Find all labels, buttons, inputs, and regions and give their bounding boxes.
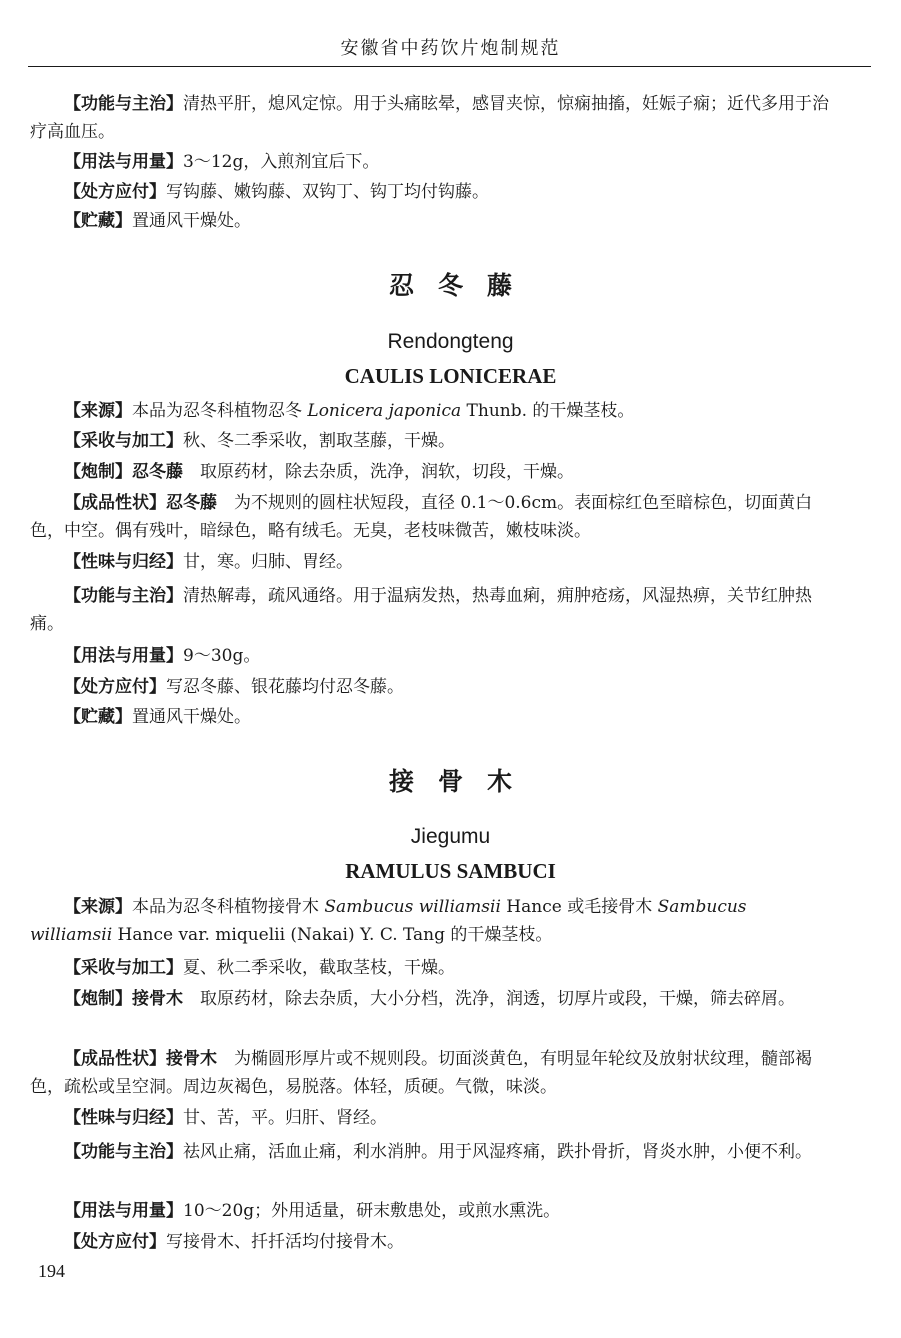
section-text: 秋、冬二季采收，割取茎藤，干燥。 [183,431,455,451]
entry1-function [30,582,830,638]
section-label: 【性味与归经】 [64,552,183,572]
section-text: 本品为忍冬科植物接骨木 [132,897,325,917]
entry-title: 接骨木 [388,767,536,796]
entry1-prescription [30,673,830,701]
section-label: 【功能与主治】 [64,586,183,606]
section-text: 10～20g；外用适量，研末敷患处，或煎水熏洗。 [183,1201,561,1221]
section-label: 【炮制】 [64,989,132,1009]
section-label: 【采收与加工】 [64,431,183,451]
entry-latin-name: RAMULUS SAMBUCI [345,859,556,883]
header-rule [28,66,871,67]
section-text: 写接骨木、扦扦活均付接骨木。 [166,1232,404,1252]
section-text: 夏、秋二季采收，截取茎枝，干燥。 [183,958,455,978]
section-label: 【来源】 [64,897,132,917]
entry2-prescription [30,1228,830,1256]
section-text: 9～30g。 [183,646,261,666]
section-text: 祛风止痛，活血止痛，利水消肿。用于风湿疼痛，跌扑骨折，肾炎水肿，小便不利。 [183,1142,812,1162]
entry1-processing [30,458,830,486]
entry1-storage [30,703,830,731]
section-text: 置通风干燥处。 [132,211,251,231]
entry-pinyin: Jiegumu [410,825,491,848]
prev-storage [30,207,830,235]
section-text: 清热解毒，疏风通络。用于温病发热，热毒血痢，痈肿疮疡，风湿热痹，关节红肿热痛。 [30,586,812,634]
entry2-harvest [30,954,830,982]
prev-usage [30,148,830,176]
section-text: 清热平肝，熄风定惊。用于头痛眩晕，感冒夹惊，惊痫抽搐，妊娠子痫；近代多用于治疗高血压。 [30,94,829,142]
entry1-character [30,489,830,545]
section-label: 【性味与归经】 [64,1108,183,1128]
entry-title: 忍冬藤 [388,271,536,300]
section-label: 【成品性状】 [64,493,166,513]
section-text: 甘，寒。归肺、胃经。 [183,552,353,572]
entry2-processing [30,985,830,1013]
entry2-source [30,893,830,949]
section-text: 取原药材，除去杂质，大小分档，洗净，润透，切厚片或段，干燥，筛去碎屑。 [183,989,795,1009]
entry1-nature [30,548,830,576]
page-number: 194 [38,1261,65,1281]
section-label: 【用法与用量】 [64,646,183,666]
section-label: 【采收与加工】 [64,958,183,978]
species-name: Lonicera japonica [307,401,462,421]
entry1-usage [30,642,830,670]
section-text: 写忍冬藤、银花藤均付忍冬藤。 [166,677,404,697]
item-name: 忍冬藤 [132,462,183,482]
prev-function [30,90,830,146]
section-label: 【炮制】 [64,462,132,482]
section-label: 【处方应付】 [64,1232,166,1252]
section-text: 置通风干燥处。 [132,707,251,727]
running-header: 安徽省中药饮片炮制规范 [340,38,561,59]
prev-prescription [30,178,830,206]
section-text: 取原药材，除去杂质，洗净，润软，切段，干燥。 [183,462,574,482]
section-label: 【来源】 [64,401,132,421]
section-label: 【功能与主治】 [64,1142,183,1162]
species-name: Sambucus williamsii [324,897,501,917]
entry-pinyin: Rendongteng [387,330,514,353]
section-label: 【成品性状】 [64,1049,166,1069]
section-text: 为椭圆形厚片或不规则段。切面淡黄色，有明显年轮纹及放射状纹理，髓部褐色，疏松或呈空洞。周边灰褐色，易脱落。体轻，质硬。气微，味淡。 [30,1049,812,1097]
section-label: 【贮藏】 [64,211,132,231]
item-name: 接骨木 [132,989,183,1009]
section-label: 【用法与用量】 [64,152,183,172]
entry2-character [30,1045,830,1101]
section-text: Hance 或毛接骨木 [500,897,658,917]
entry1-harvest [30,427,830,455]
section-text: 为不规则的圆柱状短段，直径 0.1～0.6cm。表面棕红色至暗棕色，切面黄白色，中空。偶有残叶，暗绿色，略有绒毛。无臭，老枝味微苦，嫩枝味淡。 [30,493,813,541]
section-label: 【贮藏】 [64,707,132,727]
section-label: 【功能与主治】 [64,94,183,114]
entry1-source [30,397,830,425]
entry2-usage [30,1197,830,1225]
section-text: Thunb. 的干燥茎枝。 [461,401,635,421]
section-text: 本品为忍冬科植物忍冬 [132,401,308,421]
section-text: 写钩藤、嫩钩藤、双钩丁、钩丁均付钩藤。 [166,182,489,202]
section-text: 3～12g，入煎剂宜后下。 [183,152,380,172]
section-label: 【处方应付】 [64,677,166,697]
section-label: 【用法与用量】 [64,1201,183,1221]
entry-latin-name: CAULIS LONICERAE [344,364,557,388]
section-label: 【处方应付】 [64,182,166,202]
section-text: Hance var. miquelii (Nakai) Y. C. Tang 的干燥茎枝。 [112,925,553,945]
item-name: 接骨木 [166,1049,217,1069]
species-name: Sambucus williamsii [30,897,747,945]
entry2-function [30,1138,830,1166]
item-name: 忍冬藤 [166,493,217,513]
entry2-nature [30,1104,830,1132]
section-text: 甘、苦，平。归肝、肾经。 [183,1108,387,1128]
